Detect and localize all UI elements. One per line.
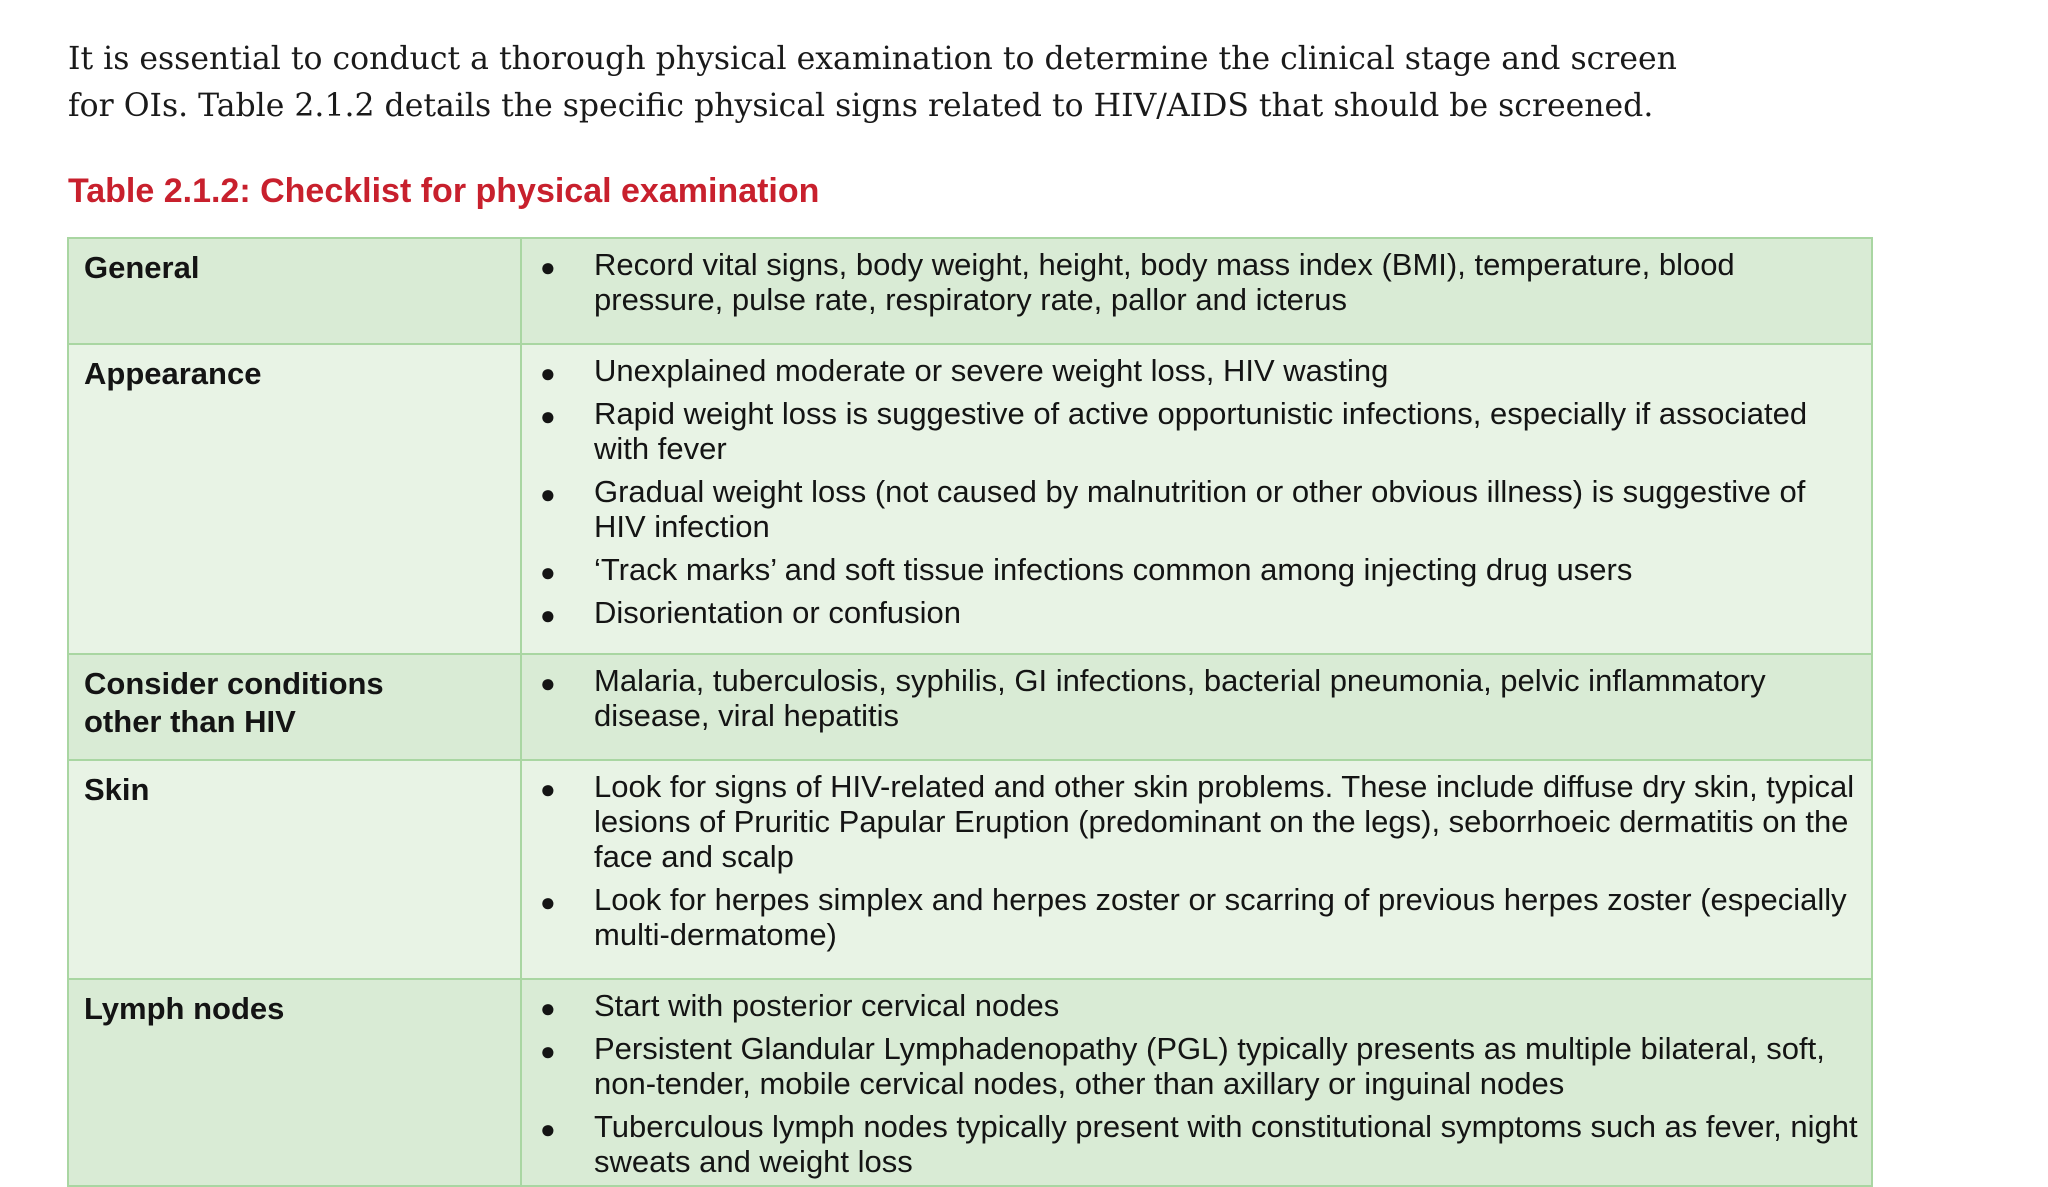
list-item-text: Persistent Glandular Lymphadenopathy (PGL) typically presents as multiple bilateral, soft, non-tender, mobile cervical nodes, other than axillary or inguinal nodes: [594, 1031, 1825, 1101]
list-item: [522, 552, 1861, 587]
intro-paragraph: [68, 36, 1888, 130]
list-item: [522, 247, 1861, 317]
list-item-text: Disorientation or confusion: [594, 595, 962, 630]
bullet-icon: ●: [540, 993, 556, 1023]
row-label-cell: [68, 979, 521, 1186]
row-items-cell: [521, 238, 1872, 344]
bullet-list: [522, 769, 1861, 952]
bullet-icon: ●: [540, 600, 556, 630]
bullet-icon: ●: [540, 557, 556, 587]
bullet-list: [522, 247, 1861, 317]
table-row-lymph-nodes: [68, 979, 1872, 1186]
list-item-text: Tuberculous lymph nodes typically present with constitutional symptoms such as fever, night sweats and weight loss: [594, 1109, 1858, 1179]
list-item-text: Look for herpes simplex and herpes zoster or scarring of previous herpes zoster (especially multi-dermatome): [594, 882, 1847, 952]
table-title: Table 2.1.2: Checklist for physical examination: [68, 172, 820, 210]
table-row-appearance: [68, 344, 1872, 654]
bullet-icon: ●: [540, 401, 556, 431]
row-items-cell: [521, 654, 1872, 760]
list-item-text: Gradual weight loss (not caused by malnutrition or other obvious illness) is suggestive of HIV infection: [594, 474, 1806, 544]
list-item-text: Start with posterior cervical nodes: [594, 988, 1060, 1023]
list-item-text: ‘Track marks’ and soft tissue infections common among injecting drug users: [594, 552, 1633, 587]
list-item: [522, 882, 1861, 952]
row-label-skin: Skin: [84, 772, 150, 807]
row-label-appearance: Appearance: [84, 356, 262, 391]
row-label-lymph-nodes: Lymph nodes: [84, 991, 285, 1026]
bullet-icon: ●: [540, 1036, 556, 1066]
row-label-cell: [68, 654, 521, 760]
intro-line-1: It is essential to conduct a thorough physical examination to determine the clinical stage and screen: [68, 41, 1677, 77]
bullet-list: [522, 353, 1861, 630]
list-item: [522, 396, 1861, 466]
bullet-icon: ●: [540, 668, 556, 698]
bullet-icon: ●: [540, 774, 556, 804]
row-items-cell: [521, 344, 1872, 654]
row-items-cell: [521, 760, 1872, 979]
row-label-cell: [68, 760, 521, 979]
row-label-other-conditions: Consider conditions other than HIV: [84, 666, 384, 739]
bullet-icon: ●: [540, 1114, 556, 1144]
list-item-text: Unexplained moderate or severe weight loss, HIV wasting: [594, 353, 1389, 388]
list-item-text: Rapid weight loss is suggestive of active opportunistic infections, especially if associated with fever: [594, 396, 1808, 466]
list-item: [522, 769, 1861, 874]
intro-line-2: for OIs. Table 2.1.2 details the specific physical signs related to HIV/AIDS that should be screened.: [68, 88, 1654, 124]
list-item: [522, 663, 1861, 733]
bullet-icon: ●: [540, 252, 556, 282]
row-label-general: General: [84, 250, 200, 285]
table-row-general: [68, 238, 1872, 344]
physical-exam-checklist-table: [67, 237, 1873, 1187]
bullet-list: [522, 663, 1861, 733]
list-item: [522, 1109, 1861, 1179]
list-item: [522, 353, 1861, 388]
row-label-cell: [68, 238, 521, 344]
bullet-list: [522, 988, 1861, 1179]
list-item: [522, 595, 1861, 630]
list-item: [522, 988, 1861, 1023]
list-item: [522, 474, 1861, 544]
list-item-text: Malaria, tuberculosis, syphilis, GI infections, bacterial pneumonia, pelvic inflammatory disease, viral hepatitis: [594, 663, 1766, 733]
bullet-icon: ●: [540, 358, 556, 388]
row-items-cell: [521, 979, 1872, 1186]
row-label-cell: [68, 344, 521, 654]
table-row-other-conditions: [68, 654, 1872, 760]
bullet-icon: ●: [540, 887, 556, 917]
bullet-icon: ●: [540, 479, 556, 509]
table-row-skin: [68, 760, 1872, 979]
list-item: [522, 1031, 1861, 1101]
list-item-text: Look for signs of HIV-related and other skin problems. These include diffuse dry skin, typical lesions of Pruritic Papular Eruption (predominant on the legs), seborrhoeic dermatitis on the face and scalp: [594, 769, 1855, 874]
list-item-text: Record vital signs, body weight, height, body mass index (BMI), temperature, blood pressure, pulse rate, respiratory rate, pallor and icterus: [594, 247, 1735, 317]
